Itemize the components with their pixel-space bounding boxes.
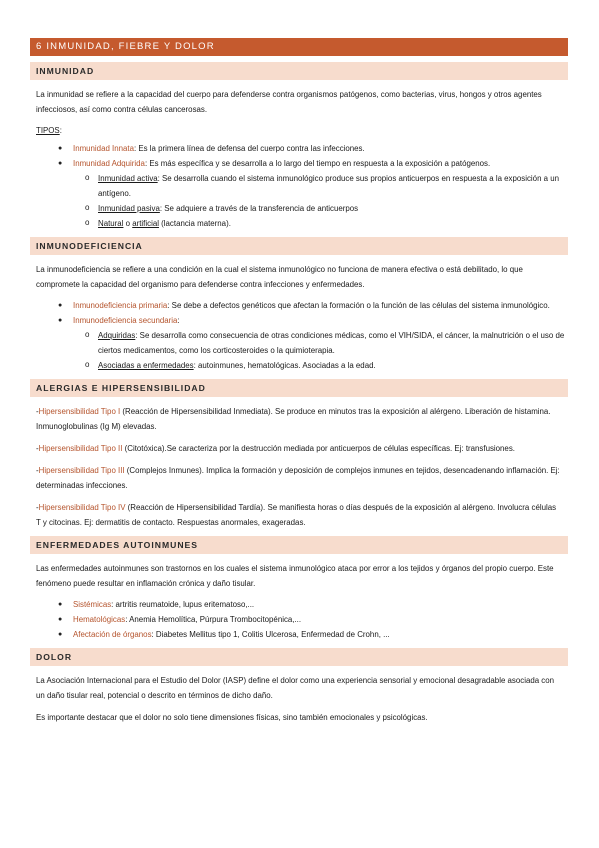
text-tipo-3: (Complejos Inmunes). Implica la formación y deposición de complejos inmunes en tejidos, desencadenando inflamación. Ej: determinadas infecciones. [36,466,560,490]
list-item-pasiva [30,201,568,216]
term-natural: Natural [98,219,124,228]
autoinmunes-intro: Las enfermedades autoinmunes son trastornos en los cuales el sistema inmunológico ataca por error a los tejidos y órganos del propio cuerpo. Este fenómeno puede resultar en inflamación crónica y daño tisular. [36,564,554,588]
secundaria-sublist [73,328,568,373]
term-primaria: Inmunodeficiencia primaria [73,301,168,310]
list-item-secundaria [30,313,568,373]
tipos-list [30,141,568,231]
term-organos: Afectación de órganos [73,630,152,639]
term-activa: Inmunidad activa [98,174,158,183]
text-pasiva: : Se adquiere a través de la transferencia de anticuerpos [159,204,359,213]
text-adquiridas: : Se desarrolla como consecuencia de otras condiciones médicas, como el VIH/SIDA, el cáncer, la malnutrición o el uso de ciertos medicamentos, como los corticosteroides o la quimioterapia. [98,331,565,355]
text-artificial: (lactancia materna). [158,219,231,228]
list-item-activa [30,171,568,201]
text-secundaria: : [177,316,180,325]
section-heading-inmunidad: INMUNIDAD [30,62,568,80]
hipersensibilidad-tipo-3 [36,463,562,493]
list-item-hematologicas [30,612,568,627]
text-asociadas: : autoinmunes, hematológicas. Asociadas a la edad. [193,361,376,370]
list-item-innata [30,141,568,156]
dash: - [36,444,39,453]
text-tipo-1: (Reacción de Hipersensibilidad Inmediata). Se produce en minutos tras la exposición al alérgeno. Liberación de histamina. Inmunoglobulinas (Ig M) elevadas. [36,407,551,431]
term-tipo-1: Hipersensibilidad Tipo I [38,407,121,416]
dolor-paragraph-1: La Asociación Internacional para el Estudio del Dolor (IASP) define el dolor como una experiencia sensorial y emocional desagradable asociada con un daño tisular real, potencial o descrito en términos de dicho daño. [36,676,555,700]
text-tipo-2: (Citotóxica).Se caracteriza por la destrucción mediada por anticuerpos de células específicas. Ej: transfusiones. [122,444,515,453]
term-sistemicas: Sistémicas [73,600,112,609]
list-item-asociadas [30,358,568,373]
text-tipo-4: (Reacción de Hipersensibilidad Tardía). Se manifiesta horas o días después de la exposición al alérgeno. Involucra células T y citocinas. Ej: dermatitis de contacto. Respuestas anormales, exageradas. [36,503,557,527]
section-heading-inmunodeficiencia: INMUNODEFICIENCIA [30,237,568,255]
text-natural-o: o [123,219,133,228]
list-item-adquirida [30,156,568,231]
dolor-paragraph-2: Es importante destacar que el dolor no solo tiene dimensiones físicas, sino también emocionales y psicológicas. [36,713,428,722]
tipos-colon: : [59,126,62,135]
inmunodeficiencia-list [30,298,568,373]
term-adquiridas: Adquiridas [98,331,136,340]
list-item-primaria [30,298,568,313]
document-page [30,38,568,725]
term-asociadas: Asociadas a enfermedades [98,361,194,370]
text-innata: : Es la primera línea de defensa del cuerpo contra las infecciones. [133,144,365,153]
term-tipo-2: Hipersensibilidad Tipo II [38,444,123,453]
text-adquirida: : Es más específica y se desarrolla a lo largo del tiempo en respuesta a la exposición a patógenos. [144,159,491,168]
term-artificial: artificial [132,219,159,228]
text-activa: : Se desarrolla cuando el sistema inmunológico produce sus propios anticuerpos en respuesta a la exposición a un antígeno. [98,174,560,198]
inmunidad-intro: La inmunidad se refiere a la capacidad del cuerpo para defenderse contra organismos patógenos, como bacterias, virus, hongos y otros agentes infecciosos, así como contra células cancerosas. [36,90,542,114]
term-secundaria: Inmunodeficiencia secundaria [73,316,178,325]
list-item-sistemicas [30,597,568,612]
term-innata: Inmunidad Innata [73,144,134,153]
text-primaria: : Se debe a defectos genéticos que afectan la formación o la función de las células del sistema inmunológico. [167,301,550,310]
section-heading-autoinmunes: ENFERMEDADES AUTOINMUNES [30,536,568,554]
term-tipo-4: Hipersensibilidad Tipo IV [38,503,126,512]
list-item-organos [30,627,568,642]
term-pasiva: Inmunidad pasiva [98,204,160,213]
text-organos: : Diabetes Mellitus tipo 1, Colitis Ulcerosa, Enfermedad de Crohn, ... [151,630,390,639]
section-heading-dolor: DOLOR [30,648,568,666]
inmunodeficiencia-intro: La inmunodeficiencia se refiere a una condición en la cual el sistema inmunológico no funciona de manera efectiva o está debilitado, lo que compromete la capacidad del organismo para defenderse contra infecciones y enfermedades. [36,265,523,289]
list-item-adquiridas [30,328,568,358]
tipos-line [36,123,562,138]
list-item-natural-artificial [30,216,568,231]
adquirida-sublist [73,171,568,231]
hipersensibilidad-tipo-4 [36,500,562,530]
tipos-label: TIPOS [36,126,60,135]
term-adquirida: Inmunidad Adquirida [73,159,145,168]
term-tipo-3: Hipersensibilidad Tipo III [38,466,125,475]
hipersensibilidad-tipo-2 [36,441,562,456]
hipersensibilidad-tipo-1 [36,404,562,434]
text-sistemicas: : artritis reumatoide, lupus eritematoso,... [111,600,255,609]
text-hematologicas: : Anemia Hemolítica, Púrpura Trombocitopénica,... [125,615,302,624]
autoinmunes-list [30,597,568,642]
dash: - [36,503,39,512]
chapter-title: 6 INMUNIDAD, FIEBRE Y DOLOR [30,38,568,56]
term-hematologicas: Hematológicas [73,615,126,624]
dash: - [36,466,39,475]
dash: - [36,407,39,416]
section-heading-alergias: ALERGIAS E HIPERSENSIBILIDAD [30,379,568,397]
